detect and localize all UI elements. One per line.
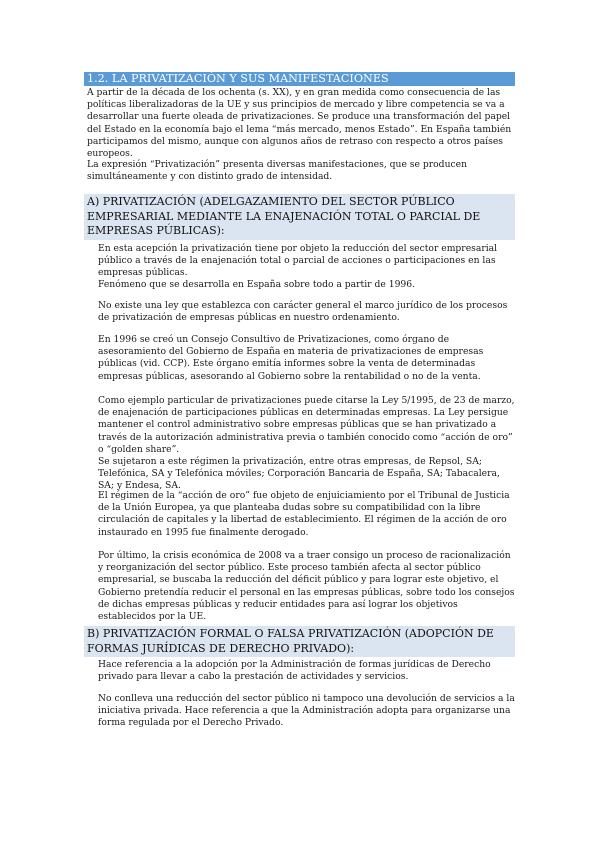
intro-paragraph-2: La expresión “Privatización” presenta diversas manifestaciones, que se producen simultáneamente y con distinto grado de intensidad. bbox=[87, 159, 467, 183]
section-a-paragraph-4: En 1996 se creó un Consejo Consultivo de Privatizaciones, como órgano de asesoramiento del Gobierno de España en materia de privatizaciones de empresas públicas (vid. CCP). Este órgano emitía informes sobre la venta de determinadas empresas públicas, asesorando al Gobierno sobre la rentabilidad o no de la venta. bbox=[98, 334, 484, 382]
section-b-paragraph-1: Hace referencia a la adopción por la Administración de formas jurídicas de Derecho privado para llevar a cabo la prestación de actividades y servicios. bbox=[98, 659, 491, 683]
section-a-paragraph-8: Por último, la crisis económica de 2008 va a traer consigo un proceso de racionalización y reorganización del sector público. Este proceso también afecta al sector público empresarial, se buscaba la reducción del déficit público y para lograr este objetivo, el Gobierno pretendía reducir el personal en las empresas públicas, sobre todo los consejos de dichas empresas públicas y reducir entidades para así lograr los objetivos establecidos por la UE. bbox=[98, 550, 515, 623]
intro-paragraph-1: A partir de la década de los ochenta (s. XX), y en gran medida como consecuencia de las políticas liberalizadoras de la UE y sus principios de mercado y libre competencia se va a desarrollar una fuerte oleada de privatizaciones. Se produce una transformación del papel del Estado en la economía bajo el lema “más mercado, menos Estado”. En España también participamos del mismo, aunque con algunos años de retraso con respecto a otros países europeos. bbox=[87, 87, 512, 160]
section-a-paragraph-3: No existe una ley que establezca con carácter general el marco jurídico de los procesos de privatización de empresas públicas en nuestro ordenamiento. bbox=[98, 300, 508, 324]
section-a-paragraph-7: El régimen de la “acción de oro” fue objeto de enjuiciamiento por el Tribunal de Justicia de la Unión Europea, ya que planteaba dudas sobre su compatibilidad con la libre circulación de capitales y la libertad de establecimiento. El régimen de la acción de oro instaurado en 1995 fue finalmente derogado. bbox=[98, 490, 510, 538]
section-a-paragraph-6: Se sujetaron a este régimen la privatización, entre otras empresas, de Repsol, SA; Telefónica, SA y Telefónica móviles; Corporación Bancaria de España, SA; Tabacalera, SA; y Endesa, SA. bbox=[98, 456, 500, 492]
section-title: 1.2. LA PRIVATIZACIÓN Y SUS MANIFESTACIONES bbox=[84, 72, 515, 86]
section-a-paragraph-1: En esta acepción la privatización tiene por objeto la reducción del sector empresarial público a través de la enajenación total o parcial de acciones o participaciones en las empresas públicas. bbox=[98, 243, 498, 279]
section-b-paragraph-2: No conlleva una reducción del sector público ni tampoco una devolución de servicios a la iniciativa privada. Hace referencia a que la Administración adopta para organizarse una forma regulada por el Derecho Privado. bbox=[98, 693, 515, 729]
section-a-paragraph-5: Como ejemplo particular de privatizaciones puede citarse la Ley 5/1995, de 23 de marzo, de enajenación de participaciones públicas en determinadas empresas. La Ley persigue mantener el control administrativo sobre empresas públicas que se han privatizado a través de la autorización administrativa previa o también conocido como “acción de oro” o “golden share”. bbox=[98, 395, 515, 455]
heading-a: A) PRIVATIZACIÓN (ADELGAZAMIENTO DEL SECTOR PÚBLICO EMPRESARIAL MEDIANTE LA ENAJENACIÓN TOTAL O PARCIAL DE EMPRESAS PÚBLICAS): bbox=[84, 194, 515, 240]
heading-b: B) PRIVATIZACIÓN FORMAL O FALSA PRIVATIZACIÓN (ADOPCIÓN DE FORMAS JURÍDICAS DE DERECHO PRIVADO): bbox=[84, 626, 515, 657]
section-a-paragraph-2: Fenómeno que se desarrolla en España sobre todo a partir de 1996. bbox=[98, 279, 416, 290]
